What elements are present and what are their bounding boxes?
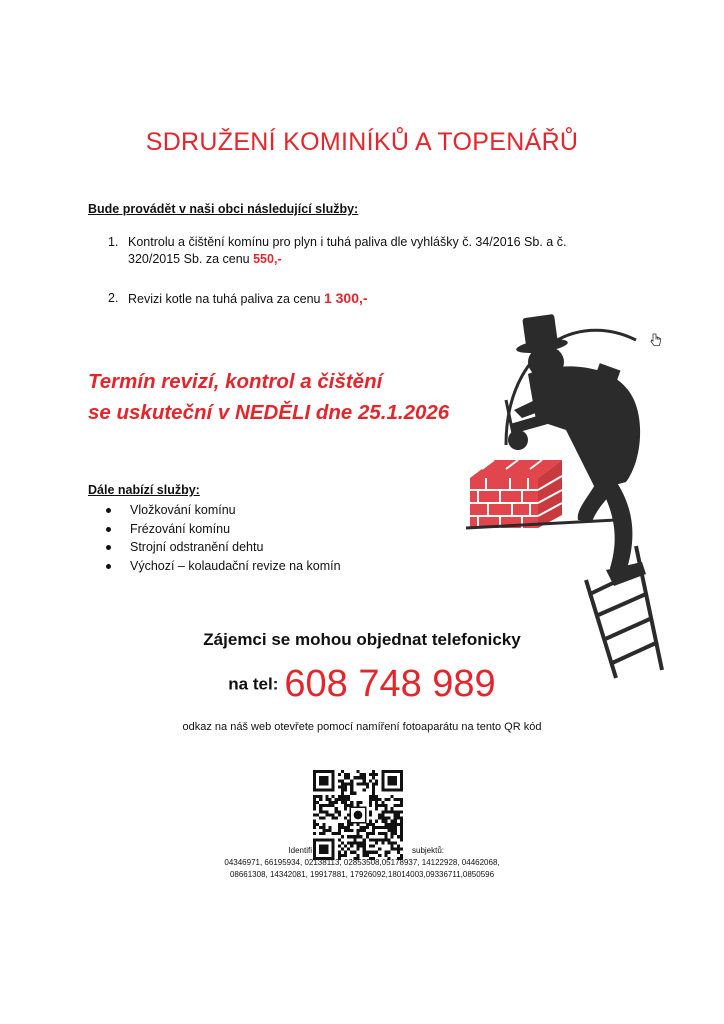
phone-line: [0, 663, 724, 706]
ids-line-2: 08661308, 14342081, 19917881, 17926092,18014003,09336711,0850596: [229, 870, 495, 879]
extra-services-heading: Dále nabízí služby:: [88, 483, 200, 497]
service-number: 1.: [108, 235, 119, 249]
service-text: Kontrolu a čištění komínu pro plyn i tuhá paliva dle vyhlášky č. 34/2016 Sb. a č. 320/2015 Sb. za cenu: [128, 235, 567, 266]
service-number: 2.: [108, 291, 119, 305]
chimney-sweep-figure: [510, 314, 646, 586]
term-announcement: [88, 366, 449, 428]
extra-service-item: Strojní odstranění dehtu: [104, 538, 341, 557]
phone-number[interactable]: 608 748 989: [284, 663, 496, 705]
page-title: SDRUŽENÍ KOMINÍKŮ A TOPENÁŘŮ: [145, 128, 579, 156]
extra-service-item: Výchozí – kolaudační revize na komín: [104, 557, 341, 576]
chimney-sweep-illustration: [466, 310, 696, 680]
service-item-1: [88, 234, 618, 268]
extra-service-item: Frézování komínu: [104, 520, 341, 539]
ids-line-1: 04346971, 66195934, 02138113, 02853508,05178937, 14122928, 04462068,: [224, 858, 500, 867]
extra-services-list: [104, 501, 341, 575]
hand-cursor-icon: [650, 333, 662, 347]
services-heading: Bude provádět v naši obci následující služby:: [88, 202, 359, 216]
service-price: 550,-: [253, 252, 282, 266]
company-ids: [0, 845, 724, 881]
ids-label-left: Identifi: [288, 846, 312, 855]
qr-note: odkaz na náš web otevřete pomocí namíření fotoaparátu na tento QR kód: [182, 721, 542, 733]
brick-chimney: [470, 460, 562, 528]
term-line-1: Termín revizí, kontrol a čištění: [88, 370, 383, 393]
service-text: Revizi kotle na tuhá paliva za cenu: [128, 292, 324, 306]
contact-line: Zájemci se mohou objednat telefonicky: [203, 630, 521, 649]
extra-service-item: Vložkování komínu: [104, 501, 341, 520]
term-line-2: se uskuteční v NEDĚLI dne 25.1.2026: [88, 401, 450, 424]
services-list: [88, 234, 618, 308]
service-item-2: [88, 290, 618, 308]
service-price: 1 300,-: [323, 290, 368, 306]
phone-label: na tel:: [228, 674, 279, 694]
ids-label-right: subjektů:: [412, 846, 445, 855]
